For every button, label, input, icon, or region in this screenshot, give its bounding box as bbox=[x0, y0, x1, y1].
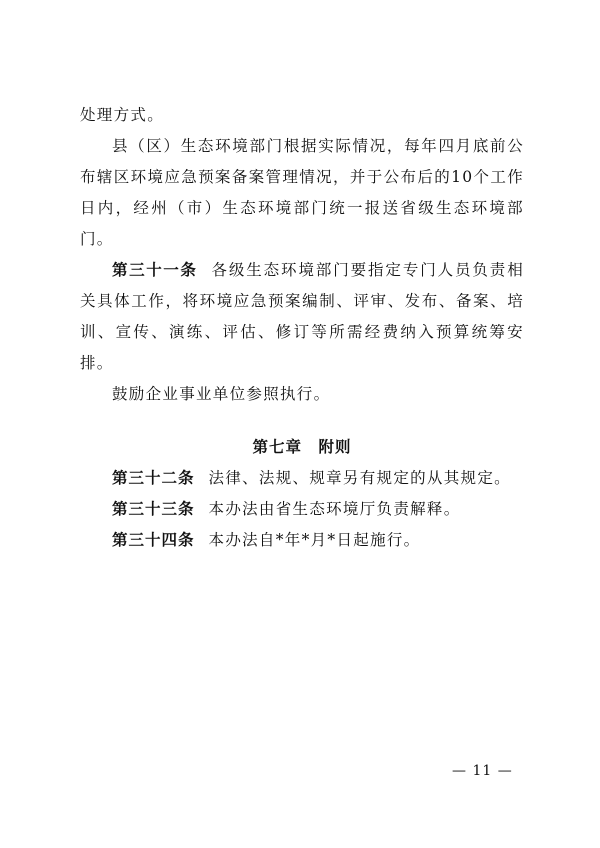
paragraph-continuation bbox=[80, 100, 524, 131]
paragraph-text: 鼓励企业事业单位参照执行。 bbox=[112, 385, 331, 403]
article-text: 本办法由省生态环境厅负责解释。 bbox=[208, 500, 461, 518]
article-label: 第三十四条 bbox=[112, 531, 195, 549]
paragraph-text: 处理方式。 bbox=[80, 106, 165, 124]
chapter-title: 第七章 附则 bbox=[252, 438, 352, 456]
article-33 bbox=[80, 494, 524, 525]
article-32 bbox=[80, 463, 524, 494]
paragraph-reporting bbox=[80, 131, 524, 255]
document-body bbox=[80, 100, 524, 556]
article-label: 第三十二条 bbox=[112, 469, 195, 487]
article-text: 本办法自*年*月*日起施行。 bbox=[208, 531, 421, 549]
article-text: 法律、法规、规章另有规定的从其规定。 bbox=[208, 469, 511, 487]
article-31 bbox=[80, 255, 524, 379]
paragraph-text: 县（区）生态环境部门根据实际情况，每年四月底前公布辖区环境应急预案备案管理情况，并于公布后的10个工作日内，经州（市）生态环境部门统一报送省级生态环境部门。 bbox=[80, 137, 524, 248]
article-text: 各级生态环境部门要指定专门人员负责相关具体工作，将环境应急预案编制、评审、发布、备案、培训、宣传、演练、评估、修订等所需经费纳入预算统筹安排。 bbox=[80, 261, 524, 372]
paragraph-encourage bbox=[80, 379, 524, 410]
article-34 bbox=[80, 525, 524, 556]
article-label: 第三十三条 bbox=[112, 500, 195, 518]
page-number: — 11 — bbox=[452, 763, 513, 779]
article-label: 第三十一条 bbox=[112, 261, 198, 279]
